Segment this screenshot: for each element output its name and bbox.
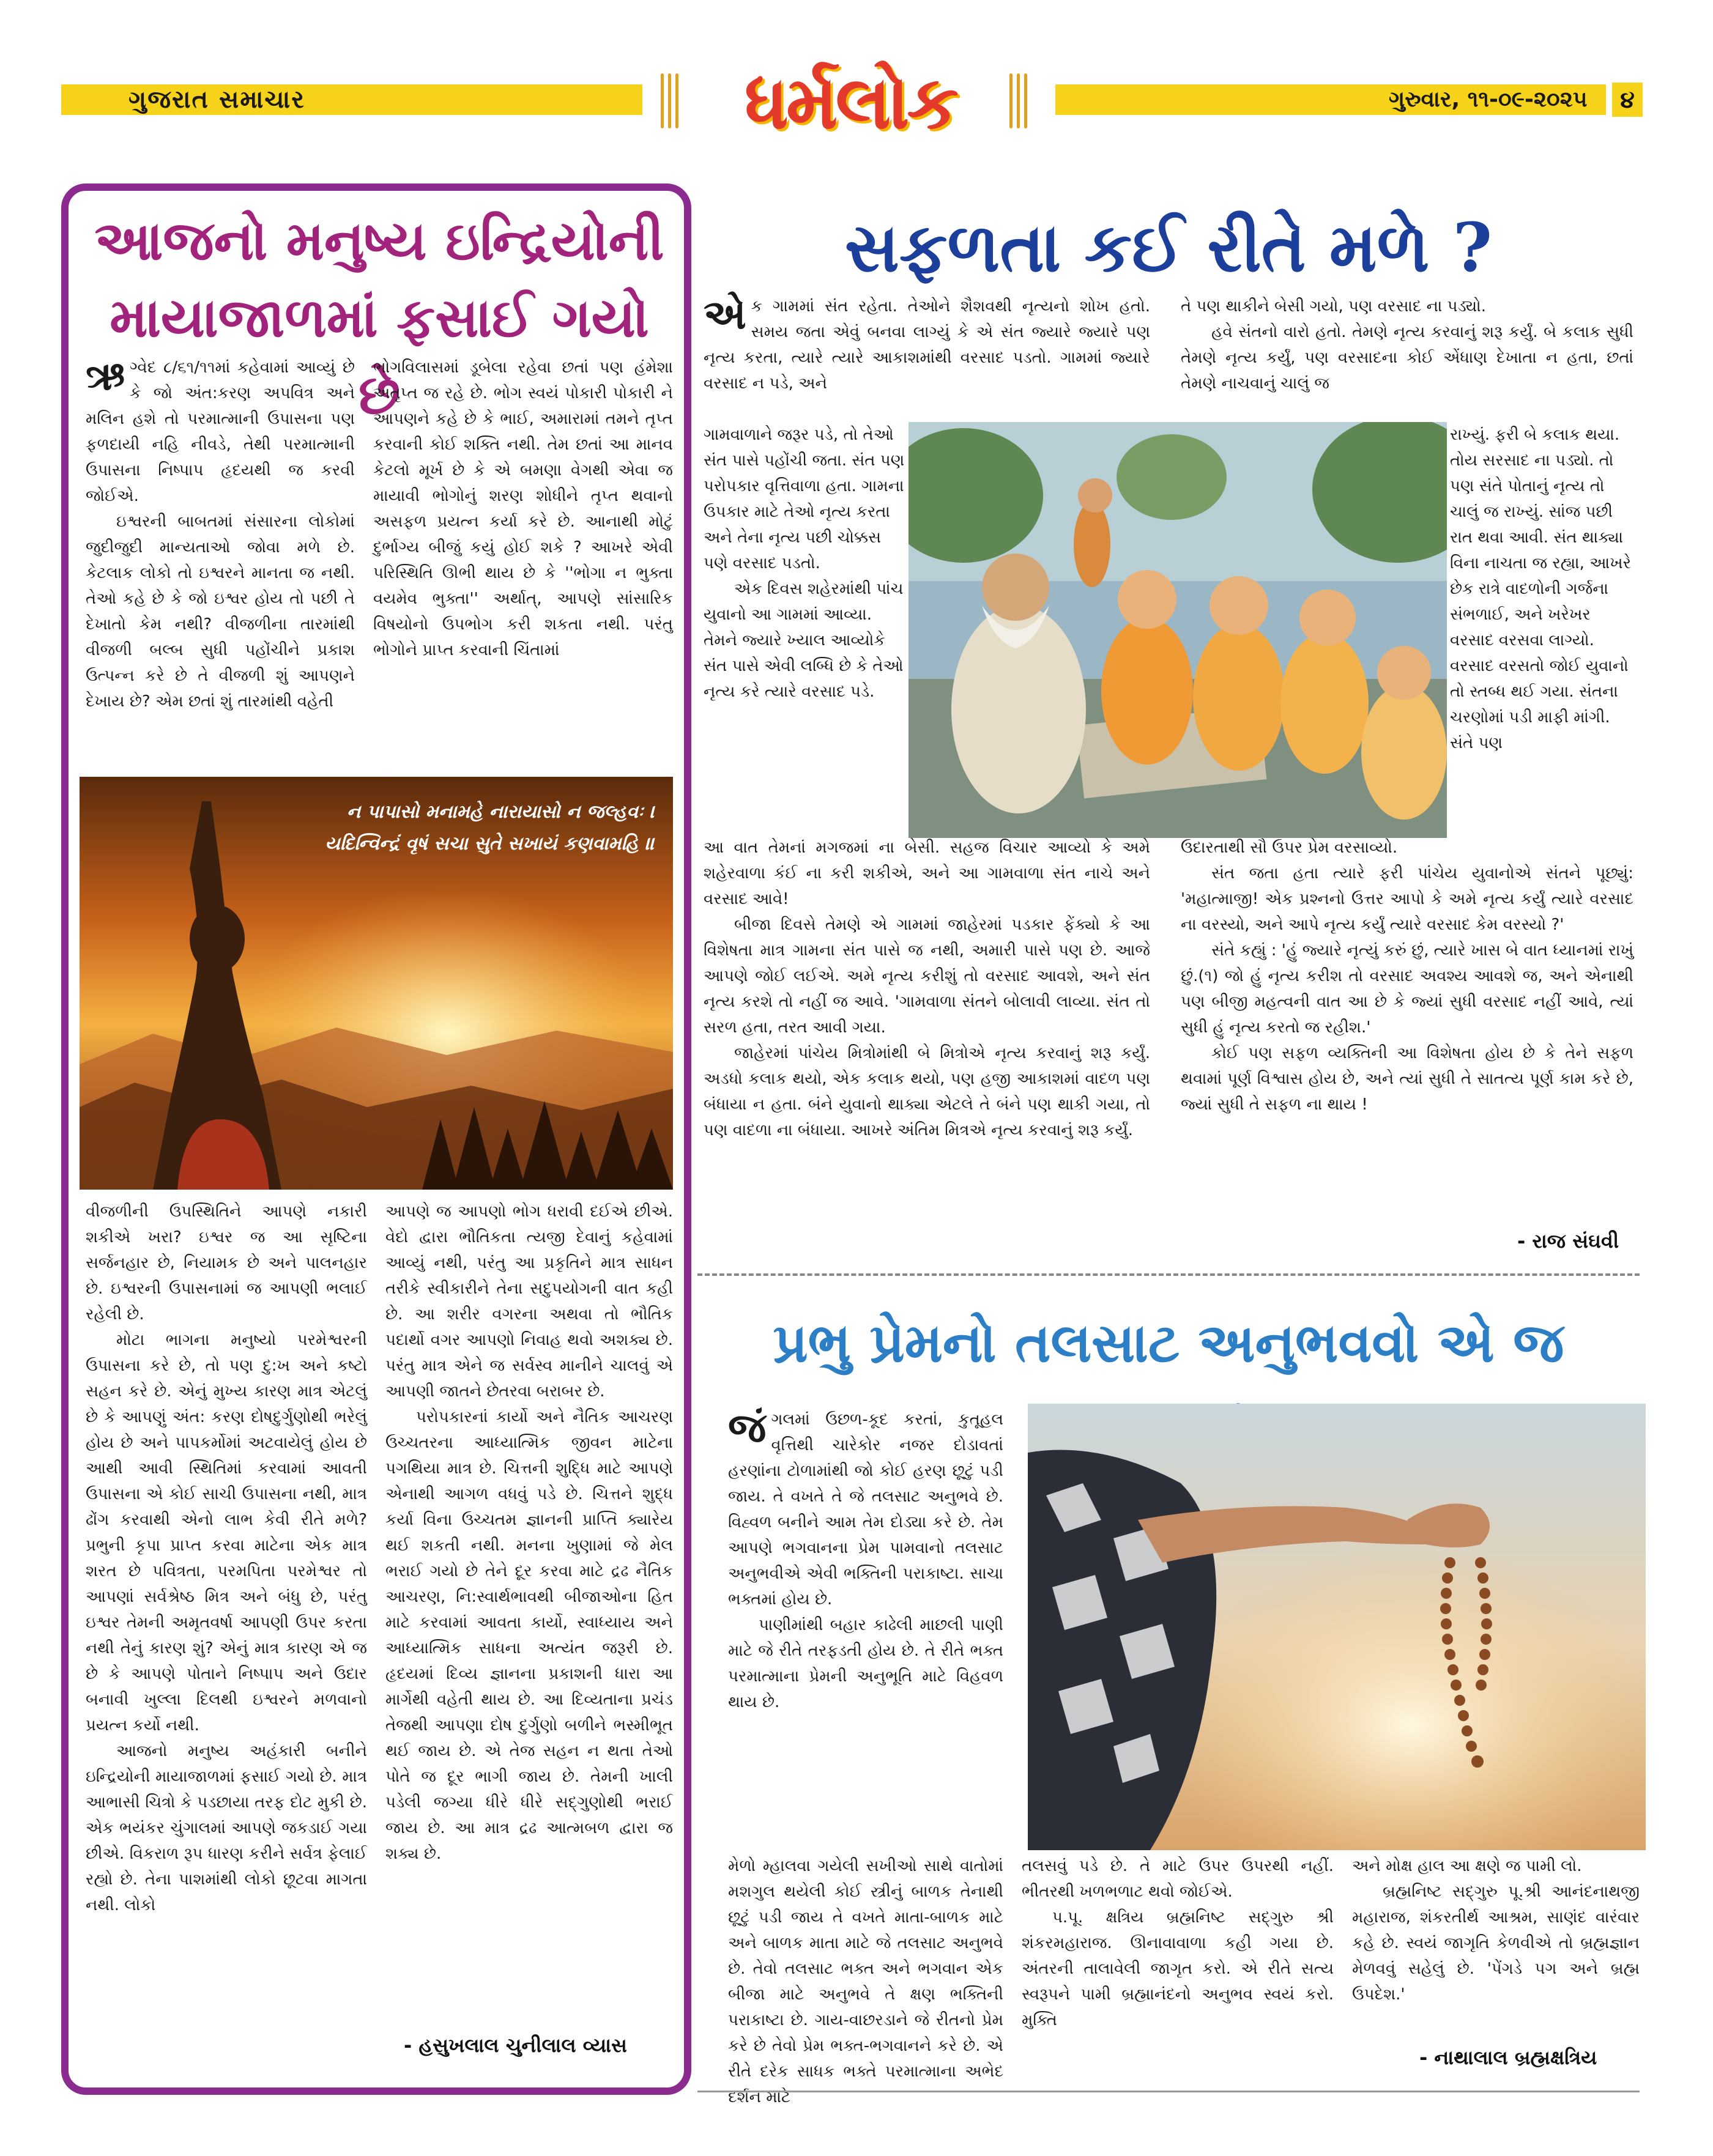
paragraph: મોટા ભાગના મનુષ્યો પરમેશ્વરની ઉપાસના કરે છે, તો પણ દુ:ખ અને કષ્ટો સહન કરે છે. એનું મુખ્ય કારણ માત્ર એટલું છે કે આપણું અંત: કરણ દોષદુર્ગુણોથી ભરેલું હોય છે અને પાપકર્મોમાં અટવાયેલું હોય છે આથી આવી સ્થિતિમાં કરવામાં આવતી ઉપાસના એ કોઈ સાચી ઉપાસના નથી, માત્ર ઢોંગ કરવાથી એનો લાભ કેવી રીતે મળે? પ્રભુની કૃપા પ્રાપ્ત કરવા માટેના એક માત્ર શરત છે પવિત્રતા, પરમપિતા પરમેશ્વર તો આપણાં સર્વશ્રેષ્ઠ મિત્ર અને બંધુ છે, પરંતુ ઇશ્વર તેમની અમૃતવર્ષા આપણી ઉપર કરતા નથી તેનું કારણ શું? એનું માત્ર કારણ એ જ છે કે આપણે પોતાને નિષ્પાપ અને ઉદાર બનાવી ખુલ્લા દિલથી ઇશ્વરને મળવાનો પ્રયત્ન કર્યો નથી.	[86, 1331, 367, 1735]
paragraph: કોઈ પણ સફળ વ્યક્તિની આ વિશેષતા હોય છે કે તેને સફળ થવામાં પૂર્ણ વિશ્વાસ હોય છે, અને ત્યાં સુધી તે સાતત્ય પૂર્ણ કામ કરે છે, જ્યાં સુધી તે સફળ ના થાય !	[1181, 1044, 1633, 1114]
success-article-col-a-intro	[704, 291, 1150, 425]
paragraph: બીજા દિવસે તેમણે એ ગામમાં જાહેરમાં પડકાર ફેંક્યો કે આ વિશેષતા માત્ર ગામના સંત પાસે જ નથી, અમારી પાસે પણ છે. આજે આપણે જોઈ લઈએ. અમે નૃત્ય કરીશું તો વરસાદ આવશે, અને સંત નૃત્ય કરશે તો નહીં જ આવે. 'ગામવાળા સંતને બોલાવી લાવ્યા. સંત તો સરળ હતા, તરત આવી ગયા.	[704, 916, 1150, 1037]
paragraph: આપણે જ આપણો ભોગ ધરાવી દઈએ છીએ. વેદો દ્વારા ભૌતિકતા ત્યજી દેવાનું કહેવામાં આવ્યું નથી, પરંતુ આ પ્રકૃતિને માત્ર સાધન તરીકે સ્વીકારીને તેના સદુપયોગની વાત કહી છે. આ શરીર વગરના અથવા તો ભૌતિક પદાર્થો વગર આપણો નિવાહ થવો અશક્ય છે. પરંતુ માત્ર એને જ સર્વસ્વ માનીને ચાલવું એ આપણી જાતને છેતરવા બરાબર છે.	[385, 1202, 673, 1401]
left-article-column-2-top	[373, 355, 673, 771]
paragraph: જાહેરમાં પાંચેય મિત્રોમાંથી બે મિત્રોએ નૃત્ય કરવાનું શરૂ કર્યું. અડધો કલાક થયો, એક કલાક થયો, પણ હજી આકાશમાં વાદળ પણ બંધાયા ન હતા. બંને યુવાનો થાક્યા એટલે તે બંને પણ થાકી ગયા, તો પણ વાદળા ના બંધાયા. આખરે અંતિમ મિત્રએ નૃત્ય કરવાનું શરૂ કર્યું.	[704, 1044, 1150, 1139]
success-article-col-a-continued	[704, 835, 1150, 1251]
left-article-byline: - હસુખલાલ ચુનીલાલ વ્યાસ	[404, 2034, 627, 2057]
success-article-byline: - રાજ સંઘવી	[1517, 1229, 1619, 1253]
paragraph: ગામવાળાને જરૂર પડે, તો તેઓ સંત પાસે પહોંચી જતા. સંત પણ પરોપકાર વૃત્તિવાળા હતા. ગામના ઉપકાર માટે તેઓ નૃત્ય કરતા અને તેના નૃત્ય પછી ચોક્કસ પણે વરસાદ પડતો.	[704, 426, 905, 572]
paragraph: પાણીમાંથી બહાર કાઢેલી માછલી પાણી માટે જે રીતે તરફડતી હોય છે. તે રીતે ભક્ત પરમાત્માના પ્રેમની અનુભૂતિ માટે વિહવળ થાય છે.	[728, 1616, 1003, 1711]
paragraph: અને મોક્ષ હાલ આ ક્ષણે જ પામી લો.	[1352, 1857, 1582, 1875]
paragraph: આજનો મનુષ્ય અહંકારી બનીને ઇન્દ્રિયોની માયાજાળમાં ફસાઈ ગયો છે. માત્ર આભાસી ચિત્રો કે પડછાયા તરફ દોટ મુકી છે. એક ભયંકર ચુંગાલમાં આપણે જકડાઈ ગયા છીએ. વિકરાળ રૂપ ધારણ કરીને સર્વત્ર ફેલાઈ રહ્યો છે. તેના પાશમાંથી લોકો છૂટવા માગતા નથી. લોકો	[86, 1742, 367, 1914]
paragraph: બ્રહ્મનિષ્ટ સદ્ગુરુ પૂ.શ્રી આનંદનાથજી મહારાજ, શંકરતીર્થ આશ્રમ, સાણંદ વારંવાર કહે છે. સ્વયં જાગૃતિ કેળવીએ તો બ્રહ્મજ્ઞાન મેળવવું સહેલું છે. 'પેંગડે પગ અને બ્રહ્મ ઉપદેશ.'	[1352, 1883, 1640, 2004]
page-bottom-rule	[697, 2091, 1640, 2092]
success-article-col-b-narrow	[1450, 422, 1633, 838]
devotion-article-dropcap: જં	[728, 1404, 767, 1451]
paragraph: તલસવું પડે છે. તે માટે ઉપર ઉપરથી નહીં. ભીતરથી ખળભળાટ થવો જોઈએ.	[1022, 1857, 1334, 1901]
left-article-title: આજનો મનુષ્ય ઇન્દ્રિયોની માયાજાળમાં ફસાઈ ગયો છે	[94, 209, 664, 426]
left-article-dropcap: ઋ	[86, 352, 125, 399]
devotion-article-col-b	[1022, 1853, 1334, 2086]
success-article-col-b-continued	[1181, 835, 1633, 1202]
paragraph: એક દિવસ શહેરમાંથી પાંચ યુવાનો આ ગામમાં આવ્યા. તેમને જ્યારે ખ્યાલ આવ્યોકે સંત પાસે એવી લબ્ધિ છે કે તેઓ નૃત્ય કરે ત્યારે વરસાદ પડે.	[704, 580, 904, 701]
article-divider	[697, 1273, 1640, 1276]
rosary-hand-illustration	[1028, 1404, 1646, 1850]
newspaper-name: ગુજરાત સમાચાર	[128, 86, 305, 114]
logo-rule-left	[661, 73, 685, 128]
saint-with-disciples-illustration	[909, 422, 1447, 838]
paragraph: ઇશ્વરની બાબતમાં સંસારના લોકોમાં જુદીજુદી માન્યતાઓ જોવા મળે છે. કેટલાક લોકો તો ઇશ્વરને માનતા જ નથી. તેઓ કહે છે કે જો ઇશ્વર હોય તો પછી તે દેખાતો કેમ નથી? વીજળીના તારમાંથી વીજળી બલ્બ સુધી પહોંચીને પ્રકાશ ઉત્પન્ન કરે છે તે વીજળી શું આપણને દેખાય છે? એમ છતાં શું તારમાંથી વહેતી	[86, 513, 355, 711]
saint-painting-image	[909, 422, 1447, 838]
paragraph: તે પણ થાકીને બેસી ગયો, પણ વરસાદ ના પડ્યો.	[1181, 297, 1487, 316]
paragraph: પ.પૂ. ક્ષત્રિય બ્રહ્મનિષ્ટ સદ્ગુરુ શ્રી શંકરમહારાજ. ઊનાવાવાળા કહી ગયા છે. અંતરની તાલાવેલી જાગૃત કરો. એ રીતે સત્ય સ્વરૂપને પામી બ્રહ્માનંદનો અનુભવ સ્વયં કરો. મુક્તિ	[1022, 1908, 1334, 2029]
shloka-line-2: યદિન્વિન્દ્રં વૃષં સચા સુતે સખાયં કણવામહિ ॥	[325, 833, 655, 854]
devotion-article-title: પ્રભુ પ્રેમનો તલસાટ અનુભવવો એ જ	[773, 1311, 1564, 1374]
devotion-article-col-a-continued	[728, 1853, 1003, 2106]
paragraph: ક ગામમાં સંત રહેતા. તેઓને શૈશવથી નૃત્યનો શોખ હતો. સમય જતા એવું બનવા લાગ્યું કે એ સંત જ્યારે જ્યારે પણ નૃત્ય કરતા, ત્યારે ત્યારે આકાશમાંથી વરસાદ પડતો. ગામમાં જ્યારે વરસાદ ન પડે, અને	[704, 297, 1150, 393]
sanskrit-shloka	[147, 796, 655, 860]
devotion-article-byline: - નાથાલાલ બ્રહ્મક્ષત્રિય	[1419, 2046, 1597, 2069]
paragraph: ભોગવિલાસમાં ડૂબેલા રહેવા છતાં પણ હંમેશા અતૃપ્ત જ રહે છે. ભોગ સ્વયં પોકારી પોકારી ને આપણને કહે છે કે ભાઈ, અમારામાં તમને તૃપ્ત કરવાની કોઈ શક્તિ નથી. તેમ છતાં આ માનવ કેટલો મૂર્ખ છે કે એ બમણા વેગથી એવા જ માયાવી ભોગોનું શરણ શોધીને તૃપ્ત થવાનો અસફળ પ્રયત્ન કર્યા કરે છે. આનાથી મોટું દુર્ભાગ્ય બીજું કયું હોઈ શકે ? આખરે એવી પરિસ્થિતિ ઊભી થાય છે કે ''ભોગા ન ભુક્તા વયમેવ ભુક્તા'' અર્થાત્, આપણે સાંસારિક વિષયોનો ઉપભોગ કરી શકતા નથી. પરંતુ ભોગોને પ્રાપ્ત કરવાની ચિંતામાં	[373, 358, 673, 659]
left-article-column-1-bottom	[86, 1199, 367, 2043]
issue-date: ગુરુવાર, ૧૧-૦૯-૨૦૨૫	[1389, 87, 1588, 112]
paragraph: ગ્વેદ ૮/૬૧/૧૧માં કહેવામાં આવ્યું છે કે જો અંત:કરણ અપવિત્ર અને મલિન હશે તો પરમાત્માની ઉપાસના પણ ફળદાયી નહિ નીવડે, તેથી પરમાત્માની ઉપાસના નિષ્પાપ હૃદયથી જ કરવી જોઈએ.	[86, 358, 355, 505]
success-article-dropcap: એ	[704, 291, 746, 338]
paragraph: ગલમાં ઉછળ-કૂદ કરતાં, કુતૂહલ વૃત્તિથી ચારેકોર નજર દોડાવતાં હરણાંના ટોળામાંથી જો કોઈ હરણ છૂટું પડી જાય. તે વખતે તે જે તલસાટ અનુભવે છે. વિહ્વળ બનીને આમ તેમ દોડ્યા કરે છે. તેમ આપણે ભગવાનના પ્રેમ પામવાનો તલસાટ અનુભવીએ એવી ભક્તિની પરાકાષ્ટા. સાચા ભક્તમાં હોય છે.	[728, 1410, 1003, 1609]
left-article-column-1-top	[86, 352, 355, 771]
paragraph: પરોપકારનાં કાર્યો અને નૈતિક આચરણ ઉચ્ચતરના આધ્યાત્મિક જીવન માટેના પગથિયા માત્ર છે. ચિત્તની શુદ્ધિ માટે આપણે એનાથી આગળ વધવું પડે છે. ચિત્તને શુદ્ધ કર્યા વિના ઉચ્ચતમ જ્ઞાનની પ્રાપ્તિ ક્યારેય થઈ શકતી નથી. મનના ખુણામાં જે મેલ ભરાઈ ગયો છે તેને દૂર કરવા માટે દ્રઢ નૈતિક આચરણ, નિ:સ્વાર્થભાવથી બીજાઓના હિત માટે કરવામાં આવતા કાર્યો, સ્વાધ્યાય અને આધ્યાત્મિક સાધના અત્યંત જરૂરી છે. હૃદયમાં દિવ્ય જ્ઞાનના પ્રકાશની ધારા આ માર્ગેથી વહેતી થાય છે. આ દિવ્યતાના પ્રચંડ તેજથી આપણા દોષ દુર્ગુણો બળીને ભસ્મીભૂત થઈ જાય છે. એ તેજ સહન ન થતા તેઓ પોતે જ દૂર ભાગી જાય છે. તેમની ખાલી પડેલી જગ્યા ધીરે ધીરે સદ્ગુણોથી ભરાઈ જાય છે. આ માત્ર દ્રઢ આત્મબળ દ્વારા જ શક્ય છે.	[385, 1408, 673, 1863]
left-article-column-2-bottom	[385, 1199, 673, 2012]
success-article-col-b-intro	[1181, 294, 1633, 425]
page-number: ૪	[1612, 83, 1643, 117]
logo-rule-right	[1009, 73, 1034, 128]
devotion-article-col-c	[1352, 1853, 1640, 2037]
success-article-col-a-narrow	[704, 422, 905, 838]
paragraph: રાખ્યું. ફરી બે કલાક થયા. તોય સરસાદ ના પડ્યો. તો પણ સંતે પોતાનું નૃત્ય તો ચાલું જ રાખ્યું. સાંજ પછી રાત થવા આવી. સંત થાક્યા વિના નાચતા જ રહ્યા, આખરે છેક રાત્રે વાદળોની ગર્જના સંભળાઈ, અને ખરેખર વરસાદ વરસવા લાગ્યો. વરસાદ વરસતો જોઈ યુવાનો તો સ્તબ્ધ થઈ ગયા. સંતના ચરણોમાં પડી માફી માંગી. સંતે પણ	[1450, 426, 1632, 752]
paragraph: આ વાત તેમનાં મગજમાં ના બેસી. સહજ વિચાર આવ્યો કે અમે શહેરવાળા કંઈ ના કરી શકીએ, અને આ ગામવાળા સંત નાચે અને વરસાદ આવે!	[704, 839, 1150, 908]
rosary-meditation-image	[1028, 1404, 1646, 1850]
shloka-line-1: ન પાપાસો મનામહે નારાયાસો ન જલ્હવઃ ।	[346, 801, 655, 823]
paragraph: સંતે કહ્યું : 'હું જ્યારે નૃત્યું કરું છું, ત્યારે ખાસ બે વાત ધ્યાનમાં રાખું છું.(૧) જો હું નૃત્ય કરીશ તો વરસાદ અવશ્ય આવશે જ, અને એનાથી પણ બીજી મહત્વની વાત આ છે કે જ્યાં સુધી વરસાદ નહીં આવે, ત્યાં સુધી હું નૃત્ય કરતો જ રહીશ.'	[1181, 941, 1633, 1037]
paragraph: ઉદારતાથી સૌ ઉપર પ્રેમ વરસાવ્યો.	[1181, 839, 1398, 857]
supplement-logo: ધર્મલોક	[744, 59, 957, 146]
success-article-title: સફળતા કઈ રીતે મળે ?	[844, 208, 1493, 287]
devotion-article-col-a	[728, 1404, 1003, 1859]
paragraph: વીજળીની ઉપસ્થિતિને આપણે નકારી શકીએ ખરા? ઇશ્વર જ આ સૃષ્ટિના સર્જનહાર છે, નિયામક છે અને પાલનહાર છે. ઇશ્વરની ઉપાસનામાં જ આપણી ભલાઈ રહેલી છે.	[86, 1202, 367, 1324]
paragraph: સંત જતા હતા ત્યારે ફરી પાંચેય યુવાનોએ સંતને પૂછ્યું: 'મહાત્માજી! એક પ્રશ્નનો ઉત્તર આપો કે અમે નૃત્ય કર્યું ત્યારે વરસાદ ના વરસ્યો, અને આપે નૃત્ય કર્યું ત્યારે વરસાદ કેમ વરસ્યો ?'	[1181, 864, 1633, 934]
paragraph: હવે સંતનો વારો હતો. તેમણે નૃત્ય કરવાનું શરૂ કર્યું. બે કલાક સુધી તેમણે નૃત્ય કર્યું, પણ વરસાદના કોઈ એંધાણ દેખાતા ન હતા, છતાં તેમણે નાચવાનું ચાલું જ	[1181, 323, 1633, 393]
paragraph: મેળો મ્હાલવા ગયેલી સખીઓ સાથે વાતોમાં મશગુલ થયેલી કોઈ સ્ત્રીનું બાળક તેનાથી છૂટું પડી જાય તે વખતે માતા-બાળક માટે અને બાળક માતા માટે જે તલસાટ અનુભવે છે. તેવો તલસાટ ભક્ત અને ભગવાન એક બીજા માટે અનુભવે તે ક્ષણ ભક્તિની પરાકાષ્ટા છે. ગાય-વાછરડાને જે રીતનો પ્રેમ કરે છે તેવો પ્રેમ ભક્ત-ભગવાનને કરે છે. એ રીતે દરેક સાધક ભક્તે પરમાત્માના અભેદ દર્શન માટે	[728, 1857, 1003, 2106]
